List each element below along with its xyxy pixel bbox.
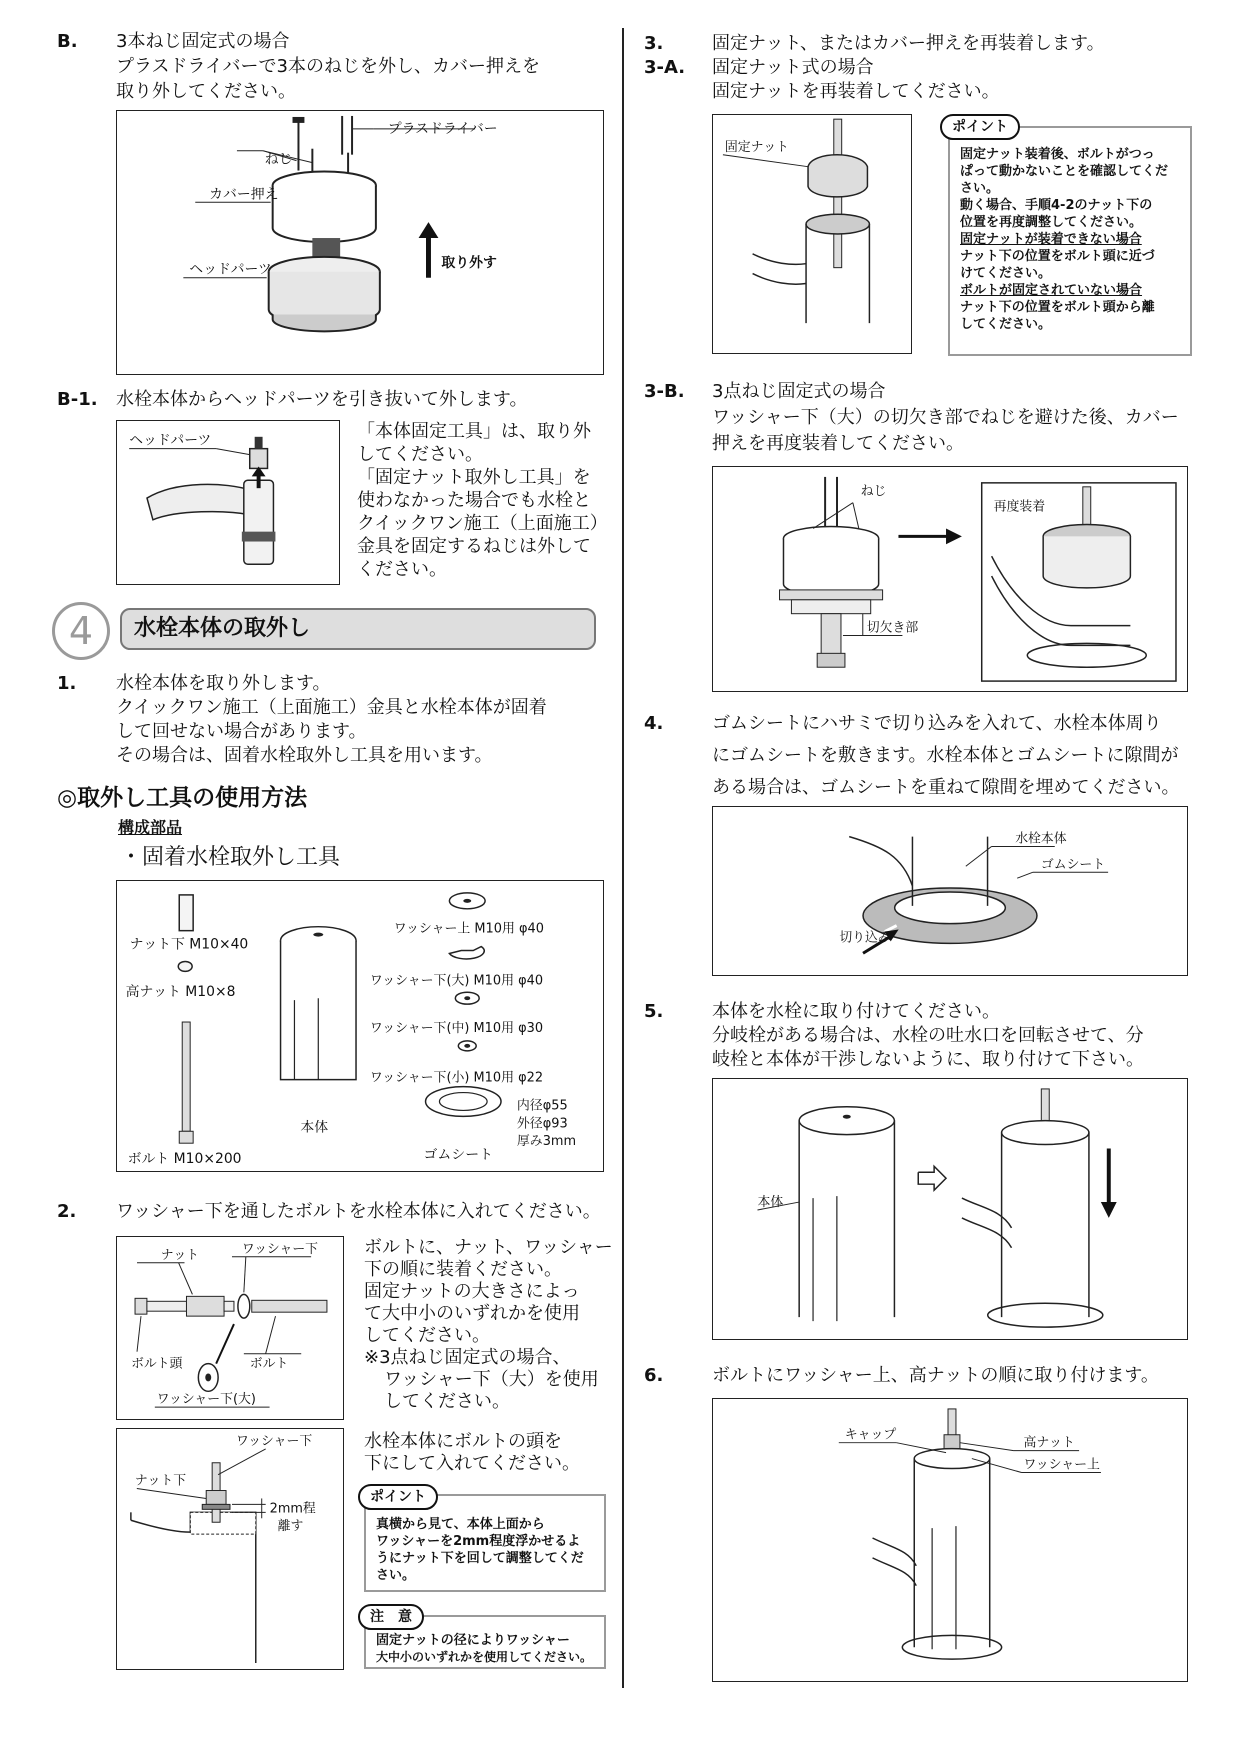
figure-bolt-insert — [116, 1428, 344, 1670]
point-right-7: ナット下の位置をボルト頭に近づ — [960, 249, 1155, 264]
bolt-assembly-illustration — [117, 1237, 343, 1419]
b1-note-5: クイックワン施工（上面施工） — [357, 513, 608, 534]
step-4-line3: ある場合は、ゴムシートを重ねて隙間を埋めてください。 — [712, 777, 1180, 798]
b1-note-4: 使わなかった場合でも水栓と — [357, 490, 591, 511]
point-right-5: 位置を再度調整してください。 — [960, 215, 1143, 230]
attach-body-illustration — [713, 1079, 1187, 1339]
label-cover: カバー押え — [209, 186, 279, 203]
figure-fixed-nut — [712, 114, 912, 354]
label-head-parts: ヘッドパーツ — [189, 261, 272, 278]
step-b1-title: 水栓本体からヘッドパーツを引き抜いて外します。 — [116, 389, 528, 410]
step-2-number: 2. — [57, 1201, 77, 1222]
label-rubber-sheet-4: ゴムシート — [1040, 857, 1106, 873]
step-3a-number: 3-A. — [644, 57, 686, 78]
step-2-insert-1: 水栓本体にボルトの頭を — [364, 1431, 562, 1452]
label-bolt-2: ボルト — [249, 1356, 289, 1372]
figure-attach-body — [712, 1078, 1188, 1340]
label-high-nut-6: 高ナット — [1023, 1435, 1075, 1451]
step-1-number: 1. — [57, 673, 77, 694]
fixed-nut-illustration — [713, 115, 911, 353]
point-right-8: けてください。 — [960, 266, 1052, 281]
step-6-title: ボルトにワッシャー上、高ナットの順に取り付けます。 — [712, 1365, 1159, 1386]
b1-note-1: 「本体固定工具」は、取り外 — [357, 421, 591, 442]
step-4-number: 4. — [644, 713, 664, 734]
label-cut: 切り込み — [839, 930, 891, 946]
point-right-11: してください。 — [960, 317, 1052, 332]
label-washer-lower: ワッシャー下 — [241, 1241, 319, 1257]
step-2-note-3: 固定ナットの大きさによっ — [364, 1281, 580, 1302]
step-4-line1: ゴムシートにハサミで切り込みを入れて、水栓本体周り — [712, 713, 1162, 734]
figure-rubber-sheet — [712, 806, 1188, 976]
label-cap: キャップ — [844, 1427, 897, 1443]
point-right-9: ボルトが固定されていない場合 — [960, 283, 1143, 298]
column-divider — [622, 28, 624, 1688]
label-rubber-sheet: ゴムシート — [423, 1147, 494, 1164]
label-washer-lower-2: ワッシャー下 — [235, 1433, 313, 1449]
section-4-number: 4 — [52, 602, 110, 660]
label-faucet-body: 水栓本体 — [1015, 831, 1067, 847]
step-b1-number: B-1. — [57, 389, 98, 410]
point-left-2: ワッシャーを2mm程度浮かせるよ — [376, 1534, 581, 1549]
figure-three-screw — [712, 466, 1188, 692]
step-3a-line: 固定ナットを再装着してください。 — [712, 81, 1000, 102]
label-screw: ねじ — [264, 151, 293, 168]
figure-head-pull — [116, 420, 340, 585]
b1-note-2: してください。 — [357, 444, 483, 465]
label-body-5: 本体 — [757, 1195, 784, 1211]
tool-heading: ◎取外し工具の使用方法 — [57, 785, 308, 811]
step-2-note-5: してください。 — [364, 1325, 490, 1346]
step-3a-title: 固定ナット式の場合 — [712, 57, 874, 78]
label-thickness: 厚み3mm — [516, 1134, 577, 1150]
point-tag-left: ポイント — [358, 1484, 438, 1510]
b1-note-6: 金具を固定するねじは外して — [357, 536, 591, 557]
step-3-title: 固定ナット、またはカバー押えを再装着します。 — [712, 33, 1105, 54]
label-washer-small: ワッシャー下(小) M10用 φ22 — [369, 1070, 544, 1086]
label-nut-lower-2: ナット下 — [134, 1473, 187, 1489]
label-outer-diameter: 外径φ93 — [516, 1116, 568, 1132]
step-2-insert-2: 下にして入れてください。 — [364, 1453, 580, 1474]
point-right-4: 動く場合、手順4-2のナット下の — [960, 198, 1153, 213]
tool-parts-illustration — [117, 881, 603, 1171]
tool-subheading: 構成部品 — [118, 818, 183, 837]
label-high-nut: 高ナット M10×8 — [125, 984, 236, 1001]
step-2-note-6: ※3点ねじ固定式の場合、 — [364, 1347, 571, 1368]
step-6-number: 6. — [644, 1365, 664, 1386]
rubber-sheet-illustration — [713, 807, 1187, 975]
step-2-note-7: ワッシャー下（大）を使用 — [384, 1369, 599, 1390]
step-1-line3: して回せない場合があります。 — [116, 721, 367, 742]
step-3b-number: 3-B. — [644, 381, 685, 402]
step-1-line4: その場合は、固着水栓取外し工具を用います。 — [116, 745, 493, 766]
point-left-4: さい。 — [376, 1568, 416, 1583]
washer-high-nut-illustration — [713, 1399, 1187, 1681]
step-3b-line1: ワッシャー下（大）の切欠き部でねじを避けた後、カバー — [712, 407, 1179, 428]
figure-cover-removal — [116, 110, 604, 375]
point-tag-right: ポイント — [940, 114, 1020, 140]
label-notch: 切欠き部 — [866, 620, 919, 636]
step-5-line2: 分岐栓がある場合は、水栓の吐水口を回転させて、分 — [712, 1025, 1144, 1046]
step-2-note-8: してください。 — [384, 1391, 510, 1412]
figure-bolt-assembly — [116, 1236, 344, 1420]
point-right-6: 固定ナットが装着できない場合 — [960, 232, 1142, 247]
label-bolt-head: ボルト頭 — [131, 1356, 183, 1372]
step-b-title: 3本ねじ固定式の場合 — [116, 31, 290, 52]
step-1-line1: 水栓本体を取り外します。 — [116, 673, 331, 694]
label-gap: 2mm程 — [269, 1501, 316, 1517]
figure-tool-parts — [116, 880, 604, 1172]
label-washer-top: ワッシャー上 M10用 φ40 — [393, 921, 544, 937]
label-driver: プラスドライバー — [387, 120, 498, 137]
label-screw-3b: ねじ — [860, 483, 887, 499]
label-body: 本体 — [300, 1119, 329, 1136]
label-reinstall: 再度装着 — [993, 499, 1046, 515]
step-4-line2: にゴムシートを敷きます。水栓本体とゴムシートに隙間が — [712, 745, 1179, 766]
point-right-1: 固定ナット装着後、ボルトがつっ — [960, 147, 1155, 162]
step-3-number: 3. — [644, 33, 664, 54]
point-left-1: 真横から見て、本体上面から — [376, 1517, 545, 1532]
caution-line-1: 固定ナットの径によりワッシャー — [376, 1633, 570, 1648]
bolt-insert-illustration — [117, 1429, 343, 1669]
label-float: 離す — [277, 1519, 304, 1535]
step-5-number: 5. — [644, 1001, 664, 1022]
step-2-note-4: て大中小のいずれかを使用 — [364, 1303, 580, 1324]
label-nut-lower: ナット下 M10×40 — [129, 936, 249, 953]
label-bolt: ボルト M10×200 — [127, 1151, 242, 1168]
step-2-title: ワッシャー下を通したボルトを水栓本体に入れてください。 — [116, 1201, 601, 1222]
step-3b-title: 3点ねじ固定式の場合 — [712, 381, 886, 402]
step-2-note-1: ボルトに、ナット、ワッシャー — [364, 1237, 613, 1258]
b1-note-3: 「固定ナット取外し工具」を — [357, 467, 591, 488]
caution-line-2: 大中小のいずれかを使用してください。 — [376, 1650, 593, 1664]
step-5-line1: 本体を水栓に取り付けてください。 — [712, 1001, 1000, 1022]
step-b-number: B. — [57, 31, 78, 52]
step-3b-line2: 押えを再度装着してください。 — [712, 433, 964, 454]
tool-name: ・固着水栓取外し工具 — [120, 845, 341, 870]
head-pull-illustration — [117, 421, 339, 584]
label-washer-large-2: ワッシャー下(大) — [156, 1392, 256, 1408]
step-b-line1: プラスドライバーで3本のねじを外し、カバー押えを — [116, 56, 541, 77]
caution-tag: 注 意 — [358, 1604, 424, 1630]
label-remove: 取り外す — [441, 254, 497, 271]
step-1-line2: クイックワン施工（上面施工）金具と水栓本体が固着 — [116, 697, 547, 718]
point-left-3: うにナット下を回して調整してくだ — [376, 1551, 584, 1566]
point-right-3: さい。 — [960, 181, 1000, 196]
cover-removal-illustration — [117, 111, 603, 374]
point-right-2: ぱって動かないことを確認してくだ — [960, 164, 1169, 179]
label-washer-medium: ワッシャー下(中) M10用 φ30 — [369, 1020, 544, 1036]
b1-note-7: ください。 — [357, 559, 447, 580]
section-4-title: 水栓本体の取外し — [134, 616, 311, 641]
point-right-10: ナット下の位置をボルト頭から離 — [960, 300, 1155, 315]
step-5-line3: 岐栓と本体が干渉しないように、取り付けて下さい。 — [712, 1049, 1144, 1070]
figure-washer-high-nut — [712, 1398, 1188, 1682]
step-b-line2: 取り外してください。 — [116, 81, 296, 102]
label-head-parts-b1: ヘッドパーツ — [129, 432, 212, 449]
three-screw-illustration — [713, 467, 1187, 691]
label-nut: ナット — [160, 1247, 200, 1263]
label-inner-diameter: 内径φ55 — [516, 1098, 568, 1114]
step-2-note-2: 下の順に装着ください。 — [364, 1259, 562, 1280]
label-washer-top-6: ワッシャー上 — [1023, 1457, 1100, 1473]
label-washer-large: ワッシャー下(大) M10用 φ40 — [369, 973, 544, 989]
label-fixed-nut: 固定ナット — [724, 139, 789, 155]
